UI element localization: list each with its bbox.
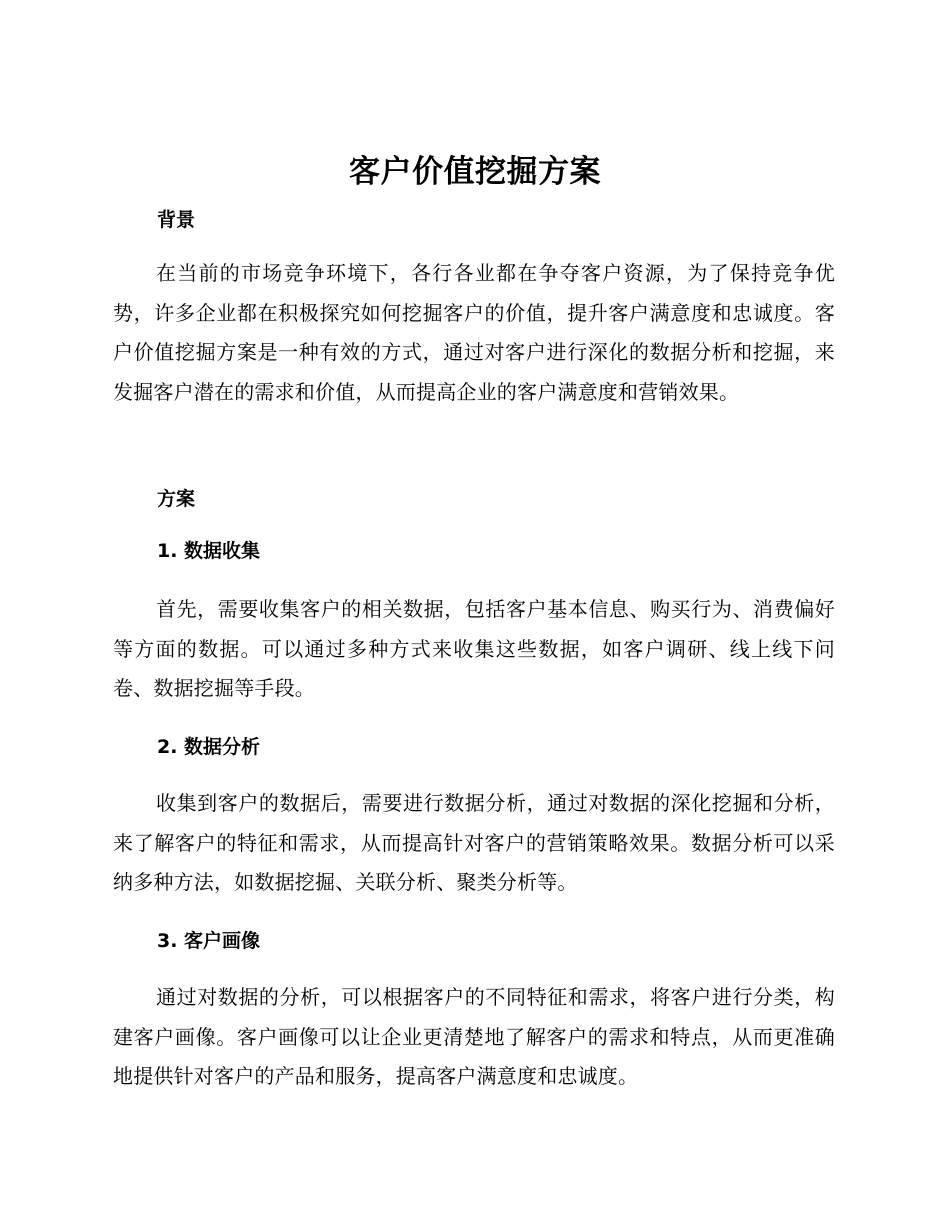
section-paragraph-data-analysis: 收集到客户的数据后，需要进行数据分析，通过对数据的深化挖掘和分析，来了解客户的特征和需求，从而提高针对客户的营销策略效果。数据分析可以采纳多种方法，如数据挖掘、关联分析、聚类分析等。: [113, 791, 835, 894]
section-heading-background: 背景: [157, 209, 196, 231]
section-heading-plan: 方案: [157, 488, 196, 510]
section-heading-data-analysis: 2. 数据分析: [157, 736, 261, 758]
section-paragraph-data-collection: 首先，需要收集客户的相关数据，包括客户基本信息、购买行为、消费偏好等方面的数据。可以通过多种方式来收集这些数据，如客户调研、线上线下问卷、数据挖掘等手段。: [113, 597, 835, 700]
section-paragraph-background: 在当前的市场竞争环境下，各行各业都在争夺客户资源，为了保持竞争优势，许多企业都在积极探究如何挖掘客户的价值，提升客户满意度和忠诚度。客户价值挖掘方案是一种有效的方式，通过对客户进行深化的数据分析和挖掘，来发掘客户潜在的需求和价值，从而提高企业的客户满意度和营销效果。: [113, 261, 835, 404]
section-heading-data-collection: 1. 数据收集: [157, 540, 261, 562]
section-paragraph-customer-profile: 通过对数据的分析，可以根据客户的不同特征和需求，将客户进行分类，构建客户画像。客户画像可以让企业更清楚地了解客户的需求和特点，从而更准确地提供针对客户的产品和服务，提高客户满意度和忠诚度。: [113, 985, 835, 1088]
document-title: 客户价值挖掘方案: [349, 154, 601, 190]
section-heading-customer-profile: 3. 客户画像: [157, 930, 261, 952]
